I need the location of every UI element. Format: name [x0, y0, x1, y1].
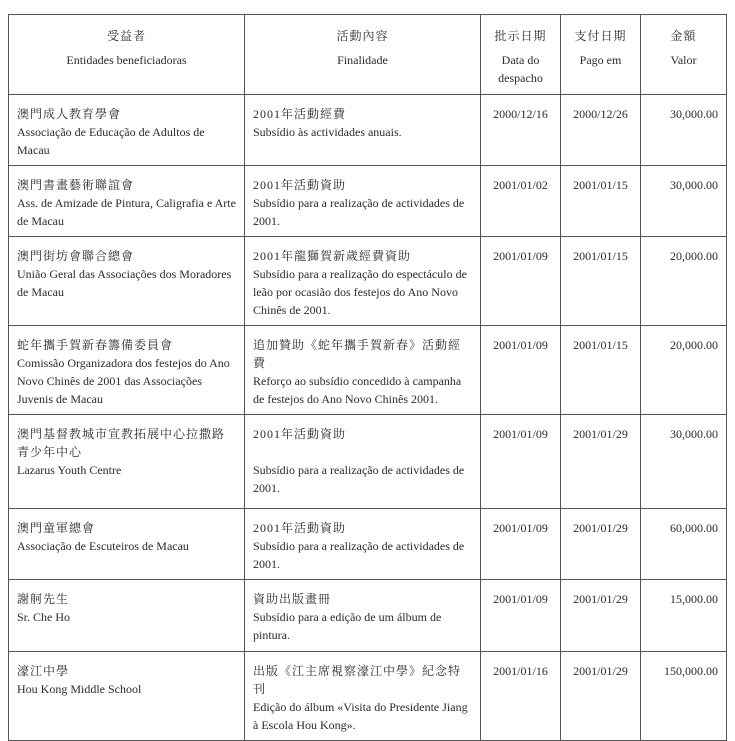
- purpose-cell: [245, 509, 481, 580]
- approval-date-cell: [481, 652, 561, 741]
- approval-date: 2001/01/09: [493, 338, 548, 352]
- table-row: [9, 237, 727, 326]
- approval-date-cell: [481, 326, 561, 415]
- amount-cell: [641, 652, 727, 741]
- header-purpose-pt: Finalidade: [337, 53, 388, 67]
- purpose-pt: Subsídio para a realização de actividades de 2001.: [253, 463, 465, 495]
- purpose-zh: 出版《江主席視察濠江中學》紀念特刊: [253, 664, 462, 696]
- header-amount-zh: 金額: [670, 29, 697, 43]
- approval-date-cell: [481, 237, 561, 326]
- table-row: [9, 415, 727, 509]
- header-entity-pt: Entidades beneficiadoras: [66, 53, 187, 67]
- payment-date-cell: [561, 509, 641, 580]
- grants-table: [8, 14, 727, 741]
- purpose-pt: Subsídio para a edição de um álbum de pintura.: [253, 610, 442, 642]
- purpose-cell: [245, 237, 481, 326]
- payment-date-cell: [561, 580, 641, 652]
- approval-date-cell: [481, 166, 561, 237]
- table-row: [9, 95, 727, 166]
- header-amount-pt: Valor: [670, 53, 697, 67]
- amount-value: 30,000.00: [670, 178, 718, 192]
- header-approval-pt: Data do despacho: [498, 53, 543, 85]
- purpose-cell: [245, 415, 481, 509]
- payment-date-cell: [561, 95, 641, 166]
- header-amount: [641, 15, 727, 95]
- entity-cell: [9, 326, 245, 415]
- purpose-pt: Subsídio para a realização de actividades de 2001.: [253, 196, 465, 228]
- approval-date-cell: [481, 95, 561, 166]
- entity-name-pt: Comissão Organizadora dos festejos do Ano Novo Chinês de 2001 das Associações Juvenis de Macau: [17, 356, 230, 406]
- amount-cell: [641, 95, 727, 166]
- amount-cell: [641, 580, 727, 652]
- purpose-cell: [245, 95, 481, 166]
- header-purpose-zh: 活動內容: [336, 29, 389, 43]
- amount-value: 20,000.00: [670, 338, 718, 352]
- entity-name-zh: 濠江中學: [17, 664, 70, 678]
- approval-date-cell: [481, 509, 561, 580]
- purpose-cell: [245, 166, 481, 237]
- purpose-cell: [245, 652, 481, 741]
- payment-date-cell: [561, 415, 641, 509]
- approval-date-cell: [481, 415, 561, 509]
- entity-name-zh: 謝舸先生: [17, 592, 70, 606]
- table-row: [9, 509, 727, 580]
- purpose-pt: Subsídio para a realização do espectáculo de leão por ocasião dos festejos do Ano Novo Chinês de 2001.: [253, 267, 467, 317]
- entity-name-zh: 澳門街坊會聯合總會: [17, 249, 135, 263]
- amount-value: 30,000.00: [670, 427, 718, 441]
- purpose-zh: 資助出版畫冊: [253, 592, 332, 606]
- entity-cell: [9, 95, 245, 166]
- amount-cell: [641, 237, 727, 326]
- entity-name-zh: 澳門童軍總會: [17, 521, 96, 535]
- purpose-zh: 2001年活動資助: [253, 521, 347, 535]
- amount-value: 150,000.00: [664, 664, 718, 678]
- entity-name-zh: 蛇年攜手賀新春籌備委員會: [17, 338, 174, 352]
- purpose-zh: 2001年活動經費: [253, 107, 347, 121]
- purpose-pt: Subsídio para a realização de actividades de 2001.: [253, 539, 465, 571]
- entity-cell: [9, 509, 245, 580]
- payment-date: 2001/01/15: [573, 249, 628, 263]
- payment-date: 2001/01/15: [573, 178, 628, 192]
- entity-name-zh: 澳門基督教城市宣教拓展中心拉撒路青少年中心: [17, 427, 226, 459]
- approval-date: 2001/01/02: [493, 178, 548, 192]
- purpose-zh: 追加贊助《蛇年攜手賀新春》活動經費: [253, 338, 462, 370]
- approval-date: 2001/01/09: [493, 249, 548, 263]
- header-payment-date: [561, 15, 641, 95]
- purpose-zh: 2001年龍獅賀新歲經費資助: [253, 249, 412, 263]
- header-approval-zh: 批示日期: [494, 29, 547, 43]
- header-entity: [9, 15, 245, 95]
- header-row: [9, 15, 727, 95]
- payment-date: 2001/01/15: [573, 338, 628, 352]
- table-row: [9, 166, 727, 237]
- entity-name-pt: Ass. de Amizade de Pintura, Caligrafia e Arte de Macau: [17, 196, 236, 228]
- purpose-zh: 2001年活動資助: [253, 178, 347, 192]
- purpose-zh: 2001年活動資助: [253, 427, 347, 441]
- approval-date: 2001/01/09: [493, 592, 548, 606]
- header-purpose: [245, 15, 481, 95]
- purpose-pt: Edição do álbum «Visita do Presidente Jiang à Escola Hou Kong».: [253, 700, 468, 732]
- approval-date: 2000/12/16: [493, 107, 548, 121]
- purpose-cell: [245, 326, 481, 415]
- payment-date-cell: [561, 166, 641, 237]
- entity-cell: [9, 415, 245, 509]
- entity-cell: [9, 652, 245, 741]
- entity-name-pt: Lazarus Youth Centre: [17, 463, 122, 477]
- entity-cell: [9, 166, 245, 237]
- amount-cell: [641, 415, 727, 509]
- amount-cell: [641, 326, 727, 415]
- entity-name-pt: União Geral das Associações dos Moradores de Macau: [17, 267, 232, 299]
- amount-cell: [641, 166, 727, 237]
- amount-value: 60,000.00: [670, 521, 718, 535]
- approval-date: 2001/01/09: [493, 427, 548, 441]
- table-row: [9, 326, 727, 415]
- entity-cell: [9, 237, 245, 326]
- header-approval-date: [481, 15, 561, 95]
- amount-value: 30,000.00: [670, 107, 718, 121]
- entity-name-zh: 澳門成人教育學會: [17, 107, 122, 121]
- entity-name-pt: Associação de Educação de Adultos de Macau: [17, 125, 205, 157]
- table-row: [9, 580, 727, 652]
- entity-name-pt: Sr. Che Ho: [17, 610, 71, 624]
- purpose-pt: Reforço ao subsídio concedido à campanha de festejos do Ano Novo Chinês 2001.: [253, 374, 462, 406]
- payment-date-cell: [561, 652, 641, 741]
- payment-date: 2001/01/29: [573, 427, 628, 441]
- entity-name-pt: Associação de Escuteiros de Macau: [17, 539, 189, 553]
- approval-date: 2001/01/09: [493, 521, 548, 535]
- amount-value: 15,000.00: [670, 592, 718, 606]
- payment-date-cell: [561, 326, 641, 415]
- payment-date: 2000/12/26: [573, 107, 628, 121]
- purpose-cell: [245, 580, 481, 652]
- payment-date: 2001/01/29: [573, 664, 628, 678]
- approval-date-cell: [481, 580, 561, 652]
- entity-cell: [9, 580, 245, 652]
- amount-value: 20,000.00: [670, 249, 718, 263]
- header-entity-zh: 受益者: [106, 29, 146, 43]
- approval-date: 2001/01/16: [493, 664, 548, 678]
- entity-name-zh: 澳門書畫藝術聯誼會: [17, 178, 135, 192]
- entity-name-pt: Hou Kong Middle School: [17, 682, 142, 696]
- header-payment-pt: Pago em: [579, 53, 622, 67]
- table-row: [9, 652, 727, 741]
- purpose-pt: Subsídio às actividades anuais.: [253, 125, 402, 139]
- amount-cell: [641, 509, 727, 580]
- payment-date: 2001/01/29: [573, 592, 628, 606]
- payment-date: 2001/01/29: [573, 521, 628, 535]
- payment-date-cell: [561, 237, 641, 326]
- header-payment-zh: 支付日期: [574, 29, 627, 43]
